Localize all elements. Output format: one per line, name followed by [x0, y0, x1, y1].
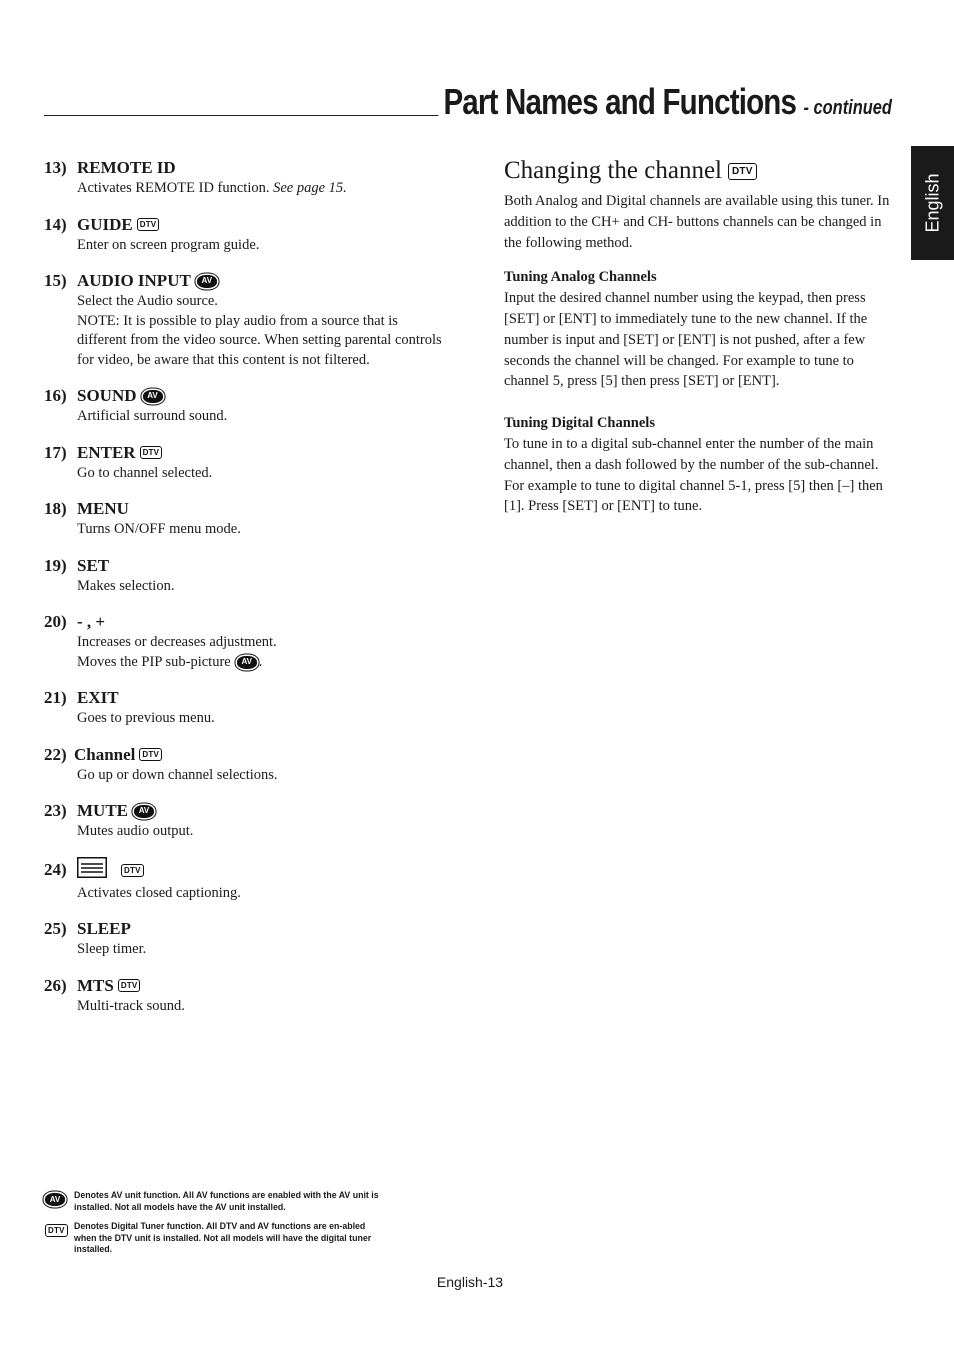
item-description: Enter on screen program guide. — [77, 236, 260, 253]
dtv-icon: DTV — [118, 979, 141, 992]
note-icon — [44, 1190, 74, 1209]
av-icon: AV — [134, 805, 154, 818]
item-number: 24) — [44, 860, 67, 879]
item-enter — [44, 442, 444, 484]
section-title-text: Changing the channel — [504, 157, 722, 184]
changing-channel-section — [504, 155, 896, 517]
item-exit — [44, 687, 444, 729]
digital-text: To tune in to a digital sub-channel enter the number of the main channel, then a dash followed by the number of the sub-channel. For example to tune to digital channel 5-1, press [5] then [–] then [1]. Press [SET] or [ENT] to tune. — [504, 435, 883, 515]
item-sound — [44, 385, 444, 427]
page-title — [439, 80, 892, 130]
dtv-icon: DTV — [137, 218, 160, 231]
item-set — [44, 555, 444, 597]
item-label: ENTER — [77, 442, 136, 462]
channel-intro: Both Analog and Digital channels are available using this tuner. In addition to the CH+ and CH- buttons channels can be changed in the following method. — [504, 193, 890, 251]
item-title — [44, 555, 444, 577]
section-title — [504, 155, 896, 187]
item-label: MTS — [77, 975, 114, 995]
item-remote-id — [44, 157, 444, 199]
item-number: 18) — [44, 499, 67, 518]
item-description — [44, 633, 444, 672]
page-title-text: Part Names and Functions — [443, 81, 797, 122]
pip-line-end: . — [258, 653, 263, 670]
item-number: 26) — [44, 975, 67, 995]
item-label: AUDIO INPUT — [77, 271, 191, 290]
av-icon: AV — [197, 275, 217, 288]
av-icon: AV — [237, 656, 257, 669]
item-description: Artificial surround sound. — [77, 408, 228, 424]
item-title — [44, 687, 444, 709]
dtv-icon: DTV — [728, 163, 757, 180]
digital-heading: Tuning Digital Channels — [504, 415, 655, 432]
item-number: 17) — [44, 442, 67, 462]
dtv-icon: DTV — [121, 864, 144, 877]
item-label: SET — [77, 555, 110, 575]
item-description: Go to channel selected. — [77, 464, 213, 481]
dtv-footnote — [44, 1221, 384, 1256]
page-title-continued: - continued — [803, 97, 892, 119]
see-page-reference: See page 15. — [273, 180, 347, 196]
item-description: Goes to previous menu. — [77, 710, 215, 726]
item-label: MUTE — [77, 801, 128, 820]
item-description: Activates closed captioning. — [77, 884, 241, 901]
item-number: 21) — [44, 688, 67, 707]
footnotes — [44, 1190, 384, 1264]
item-number: 23) — [44, 801, 67, 820]
item-description — [44, 179, 444, 199]
item-title — [44, 214, 444, 236]
item-sleep — [44, 918, 444, 960]
item-label: EXIT — [77, 688, 119, 707]
item-title — [44, 975, 444, 997]
item-title — [44, 857, 444, 884]
item-number: 16) — [44, 386, 67, 405]
item-closed-caption — [44, 857, 444, 904]
item-audio-input — [44, 270, 444, 370]
item-minus-plus — [44, 611, 444, 672]
item-title — [44, 744, 444, 766]
item-description-line: Select the Audio source. — [77, 293, 218, 309]
item-menu — [44, 498, 444, 540]
language-tab — [911, 146, 954, 260]
item-description-line: Increases or decreases adjustment. — [77, 634, 277, 650]
av-icon: AV — [143, 390, 163, 403]
av-note-text: Denotes AV unit function. All AV functions are enabled with the AV unit is installed. Not all models have the AV unit installed. — [74, 1190, 379, 1212]
analog-text: Input the desired channel number using the keypad, then press [SET] or [ENT] to immediately tune to the new channel. If the number is input and [SET] or [ENT] is not pushed, after a few seconds the channel will be changed. For example to tune to channel 5, press [5] then press [SET] or [ENT]. — [504, 290, 868, 390]
item-description: Sleep timer. — [77, 941, 147, 957]
av-icon: AV — [45, 1193, 65, 1206]
item-number: 15) — [44, 271, 67, 290]
item-number: 25) — [44, 919, 67, 938]
item-description: Makes selection. — [77, 577, 175, 594]
language-tab-label: English — [922, 173, 942, 233]
item-title — [44, 385, 444, 407]
dtv-icon: DTV — [139, 748, 162, 761]
dtv-icon: DTV — [45, 1224, 68, 1237]
remote-button-list — [44, 157, 444, 1031]
item-title — [44, 918, 444, 940]
item-title — [44, 611, 444, 633]
page-number: English-13 — [436, 1274, 504, 1290]
item-number: 13) — [44, 158, 67, 177]
item-title — [44, 800, 444, 822]
item-label: MENU — [77, 499, 129, 518]
dtv-icon: DTV — [140, 446, 163, 459]
item-label: Channel — [74, 744, 136, 764]
pip-line-text: Moves the PIP sub-picture — [77, 653, 231, 670]
item-mts — [44, 975, 444, 1017]
item-description: Go up or down channel selections. — [77, 766, 278, 783]
pip-line — [77, 653, 444, 673]
dtv-note-text: Denotes Digital Tuner function. All DTV and AV functions are en-abled when the DTV unit is installed. Not all models will have the digital tuner installed. — [74, 1221, 372, 1254]
analog-heading: Tuning Analog Channels — [504, 269, 657, 286]
item-label: SOUND — [77, 386, 137, 405]
item-guide — [44, 214, 444, 256]
item-label: GUIDE — [77, 214, 133, 234]
item-title — [44, 498, 444, 520]
item-channel — [44, 744, 444, 786]
item-description: Mutes audio output. — [77, 823, 194, 839]
item-note: NOTE: It is possible to play audio from a source that is different from the video source. When setting parental controls for video, be aware that this content is not filtered. — [77, 312, 442, 368]
item-title — [44, 270, 444, 292]
item-number: 19) — [44, 555, 67, 575]
item-number: 22) — [44, 744, 67, 764]
item-label: REMOTE ID — [77, 158, 176, 177]
av-footnote — [44, 1190, 384, 1213]
item-title — [44, 157, 444, 179]
item-description: Turns ON/OFF menu mode. — [77, 521, 241, 537]
item-description-text: Activates REMOTE ID function. — [77, 180, 270, 196]
item-description: Multi-track sound. — [77, 997, 185, 1014]
item-title — [44, 442, 444, 464]
item-label: - , + — [77, 612, 106, 631]
note-icon — [44, 1221, 74, 1240]
item-mute — [44, 800, 444, 842]
item-label: SLEEP — [77, 919, 131, 938]
item-description — [44, 292, 444, 370]
item-number: 20) — [44, 612, 67, 631]
closed-caption-icon — [77, 857, 107, 884]
item-number: 14) — [44, 214, 67, 234]
